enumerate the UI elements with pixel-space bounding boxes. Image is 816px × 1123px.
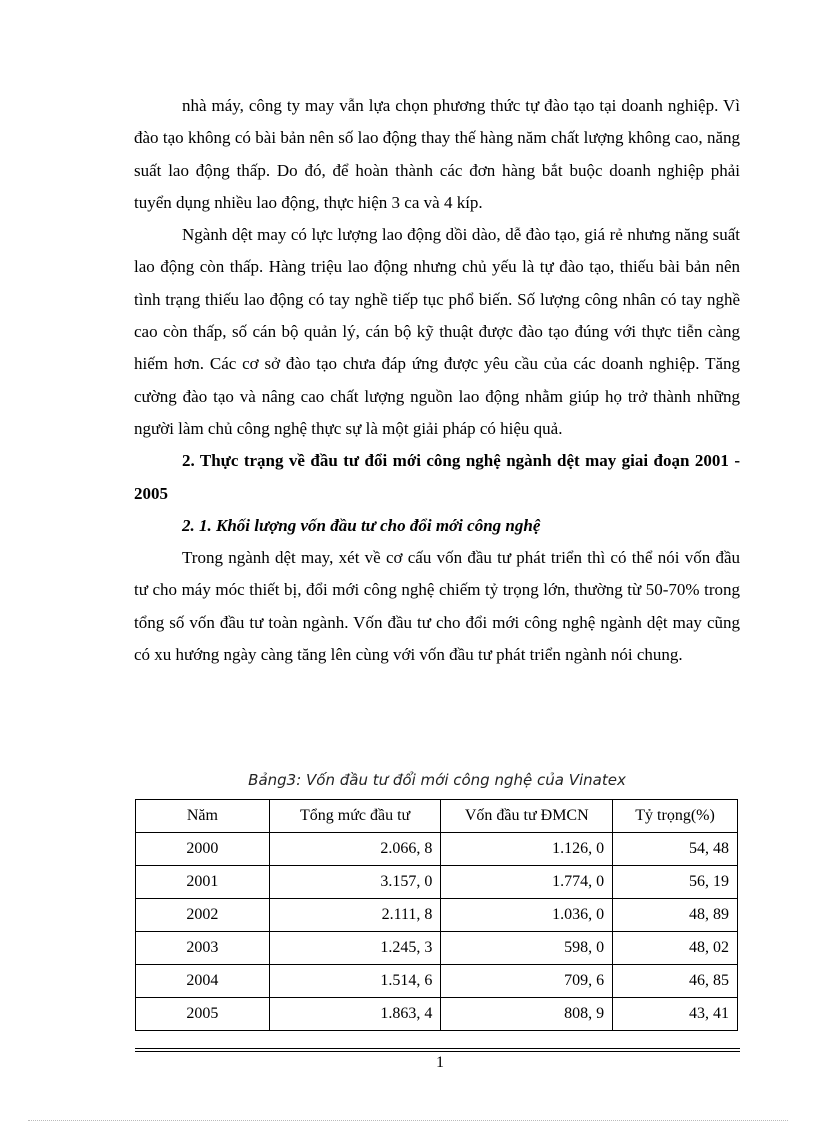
header-share-percent: Tỷ trọng(%) xyxy=(613,800,738,833)
cell-share: 46, 85 xyxy=(613,965,738,998)
cell-share: 56, 19 xyxy=(613,866,738,899)
cell-year: 2000 xyxy=(136,833,270,866)
table-row xyxy=(136,833,738,866)
header-total-investment: Tổng mức đầu tư xyxy=(269,800,441,833)
header-year: Năm xyxy=(136,800,270,833)
cell-total: 3.157, 0 xyxy=(269,866,441,899)
cell-technology: 1.036, 0 xyxy=(441,899,613,932)
body-text xyxy=(134,90,740,671)
cell-technology: 709, 6 xyxy=(441,965,613,998)
table-row xyxy=(136,998,738,1031)
subsection-heading: 2. 1. Khối lượng vốn đầu tư cho đổi mới công nghệ xyxy=(182,515,541,535)
cell-technology: 1.774, 0 xyxy=(441,866,613,899)
cell-year: 2002 xyxy=(136,899,270,932)
cell-total: 1.514, 6 xyxy=(269,965,441,998)
page-number: 1 xyxy=(436,1054,444,1071)
cell-year: 2001 xyxy=(136,866,270,899)
table-row xyxy=(136,866,738,899)
cell-total: 2.066, 8 xyxy=(269,833,441,866)
cell-technology: 1.126, 0 xyxy=(441,833,613,866)
table-row xyxy=(136,932,738,965)
cell-technology: 808, 9 xyxy=(441,998,613,1031)
footer-rule-bottom xyxy=(135,1051,740,1052)
section-heading: 2. Thực trạng về đầu tư đổi mới công nghệ ngành dệt may giai đoạn 2001 - 2005 xyxy=(134,451,740,503)
page-edge-divider xyxy=(28,1120,788,1121)
table-header-row xyxy=(136,800,738,833)
paragraph-2: Ngành dệt may có lực lượng lao động dồi dào, dễ đào tạo, giá rẻ nhưng năng suất lao động còn thấp. Hàng triệu lao động nhưng chủ yếu là tự đào tạo, thiếu bài bản nên tình trạng thiếu lao động có tay nghề tiếp tục phổ biến. Số lượng công nhân có tay nghề cao còn thấp, số cán bộ quản lý, cán bộ kỹ thuật được đào tạo đúng với thực tiễn càng hiếm hơn. Các cơ sở đào tạo chưa đáp ứng được yêu cầu của các doanh nghiệp. Tăng cường đào tạo và nâng cao chất lượng nguồn lao động nhằm giúp họ trở thành những người làm chủ công nghệ thực sự là một giải pháp có hiệu quả. xyxy=(134,225,740,438)
investment-table xyxy=(135,799,738,1031)
cell-share: 48, 02 xyxy=(613,932,738,965)
cell-total: 1.863, 4 xyxy=(269,998,441,1031)
cell-share: 43, 41 xyxy=(613,998,738,1031)
cell-total: 1.245, 3 xyxy=(269,932,441,965)
table-row xyxy=(136,965,738,998)
table-caption: Bảng3: Vốn đầu tư đổi mới công nghệ của Vinatex xyxy=(248,771,626,789)
cell-share: 54, 48 xyxy=(613,833,738,866)
cell-share: 48, 89 xyxy=(613,899,738,932)
table-row xyxy=(136,899,738,932)
cell-total: 2.111, 8 xyxy=(269,899,441,932)
header-technology-investment: Vốn đầu tư ĐMCN xyxy=(441,800,613,833)
footer-rule-top xyxy=(135,1048,740,1049)
paragraph-3: Trong ngành dệt may, xét về cơ cấu vốn đầu tư phát triển thì có thể nói vốn đầu tư cho máy móc thiết bị, đổi mới công nghệ chiếm tỷ trọng lớn, thường từ 50-70% trong tổng số vốn đầu tư toàn ngành. Vốn đầu tư cho đổi mới công nghệ ngành dệt may cũng có xu hướng ngày càng tăng lên cùng với vốn đầu tư phát triển ngành nói chung. xyxy=(134,548,740,665)
cell-year: 2005 xyxy=(136,998,270,1031)
cell-technology: 598, 0 xyxy=(441,932,613,965)
cell-year: 2003 xyxy=(136,932,270,965)
cell-year: 2004 xyxy=(136,965,270,998)
paragraph-1: nhà máy, công ty may vẫn lựa chọn phương thức tự đào tạo tại doanh nghiệp. Vì đào tạo không có bài bản nên số lao động thay thế hàng năm chất lượng không cao, năng suất lao động thấp. Do đó, để hoàn thành các đơn hàng bắt buộc doanh nghiệp phải tuyển dụng nhiều lao động, thực hiện 3 ca và 4 kíp. xyxy=(134,96,740,212)
